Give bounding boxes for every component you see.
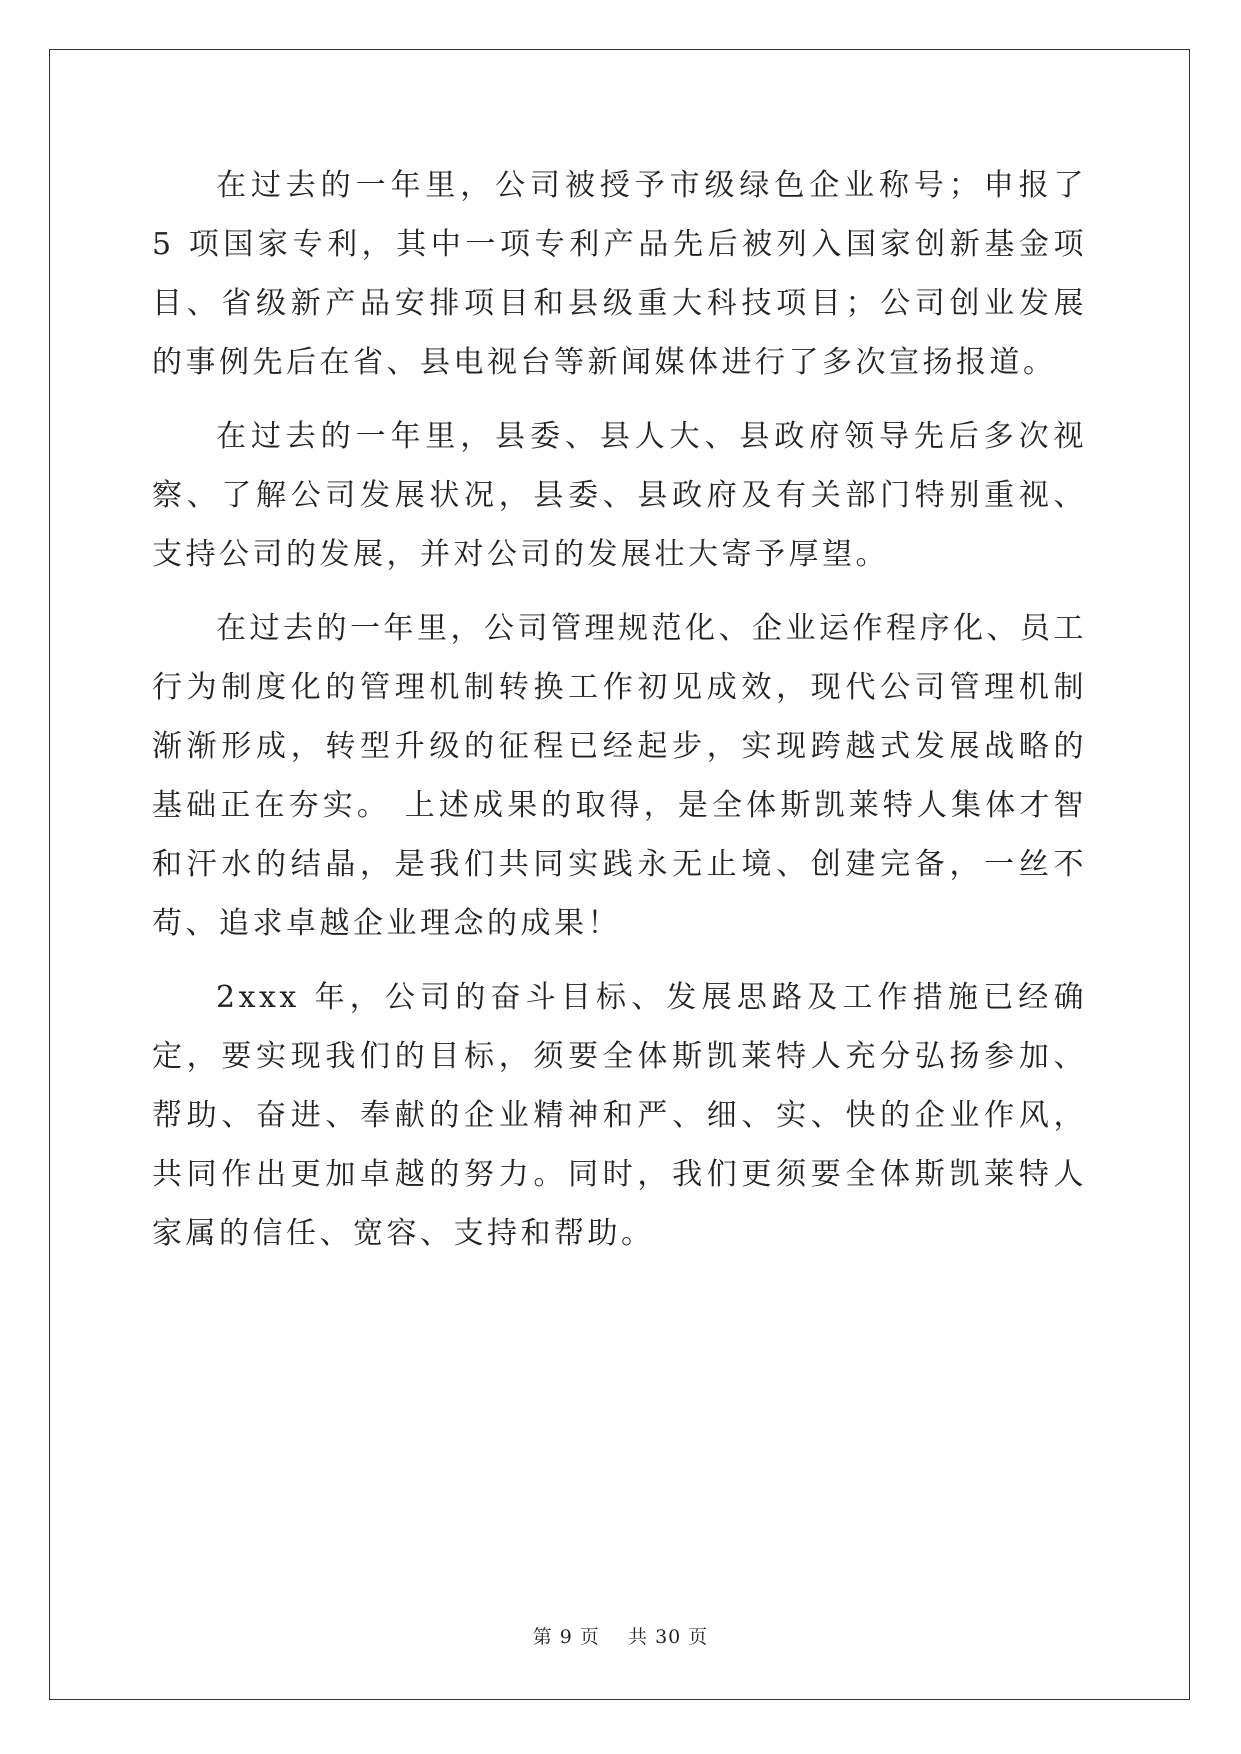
footer-separator: [600, 1626, 628, 1648]
paragraph-1: 在过去的一年里，公司被授予市级绿色企业称号；申报了 5 项国家专利，其中一项专利产品先后被列入国家创新基金项目、省级新产品安排项目和县级重大科技项目；公司创业发展的事例先后在省、县电视台等新闻媒体进行了多次宣扬报道。: [152, 168, 1087, 380]
paragraph-4: 2xxx 年，公司的奋斗目标、发展思路及工作措施已经确定，要实现我们的目标，须要全体斯凯莱特人充分弘扬参加、帮助、奋进、奉献的企业精神和严、细、实、快的企业作风，共同作出更加卓越的努力。同时，我们更须要全体斯凯莱特人家属的信任、宽容、支持和帮助。: [152, 980, 1087, 1251]
current-page-label: 第 9 页: [532, 1626, 600, 1648]
paragraph-3: 在过去的一年里，公司管理规范化、企业运作程序化、员工行为制度化的管理机制转换工作初见成效，现代公司管理机制渐渐形成，转型升级的征程已经起步，实现跨越式发展战略的基础正在夯实。 上述成果的取得，是全体斯凯莱特人集体才智和汗水的结晶，是我们共同实践永无止境、创建完备，一丝不苟、追求卓越企业理念的成果！: [152, 611, 1087, 941]
paragraph-2: 在过去的一年里，县委、县人大、县政府领导先后多次视察、了解公司发展状况，县委、县政府及有关部门特别重视、支持公司的发展，并对公司的发展壮大寄予厚望。: [152, 419, 1087, 572]
page-footer: [0, 1622, 1241, 1649]
document-body: [152, 156, 1087, 1278]
total-pages-label: 共 30 页: [628, 1626, 709, 1648]
